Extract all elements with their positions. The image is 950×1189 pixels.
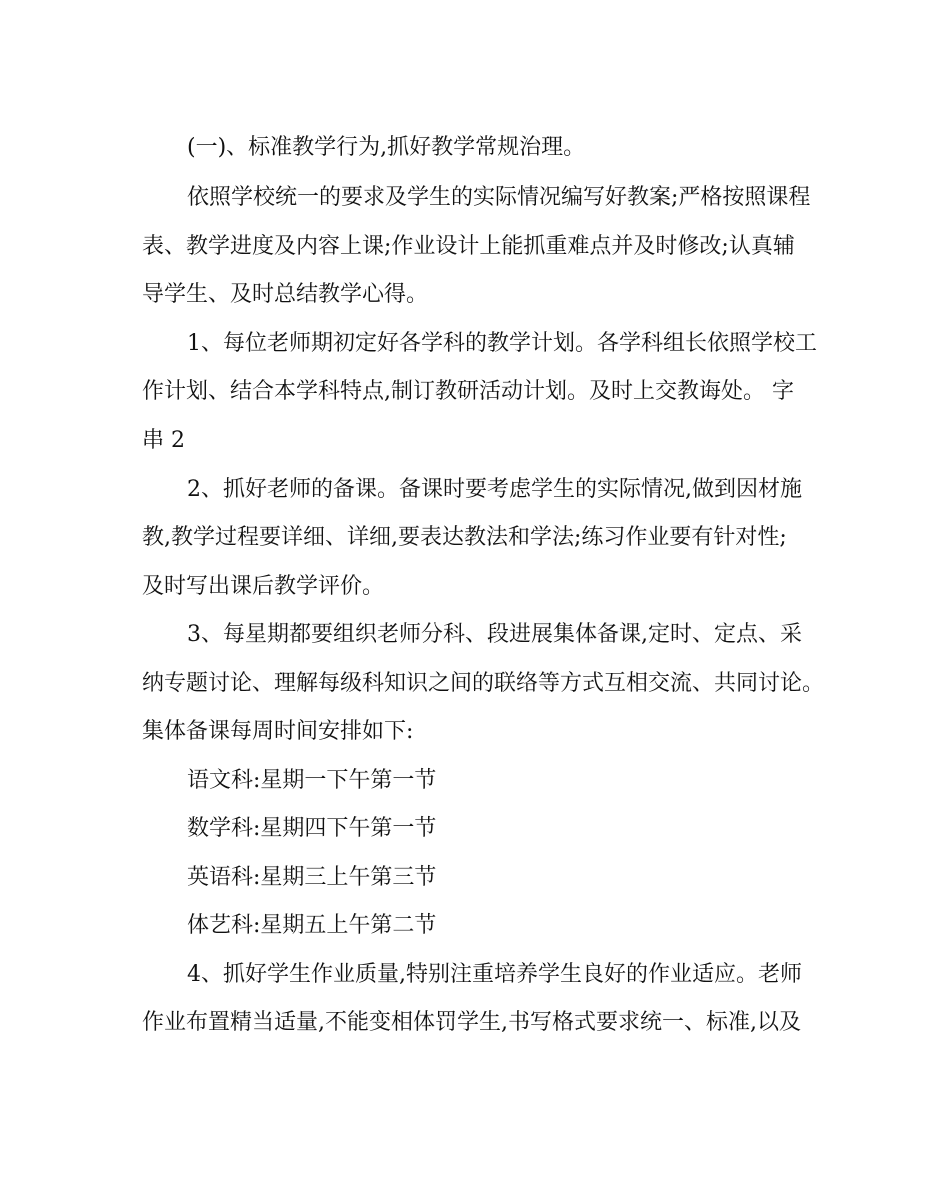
paragraph-line: 教,教学过程要详细、详细,要表达教法和学法;练习作业要有针对性;: [142, 525, 787, 550]
paragraph-line: 纳专题讨论、理解每级科知识之间的联络等方式互相交流、共同讨论。: [142, 671, 825, 696]
paragraph-line: 集体备课每周时间安排如下:: [142, 719, 414, 744]
paragraph-line: 作业布置精当适量,不能变相体罚学生,书写格式要求统一、标准,以及: [142, 1010, 801, 1035]
schedule-item-chinese: 语文科:星期一下午第一节: [187, 768, 437, 793]
paragraph-line: 及时写出课后教学评价。: [142, 574, 385, 599]
paragraph-line: 3、每星期都要组织老师分科、段进展集体备课,定时、定点、采: [187, 622, 802, 647]
schedule-item-math: 数学科:星期四下午第一节: [187, 816, 437, 841]
paragraph-line: 依照学校统一的要求及学生的实际情况编写好教案;严格按照课程: [187, 185, 811, 210]
schedule-item-english: 英语科:星期三上午第三节: [187, 865, 437, 890]
section-heading: (一)、标准教学行为,抓好教学常规治理。: [187, 135, 586, 160]
paragraph-line: 导学生、及时总结教学心得。: [142, 282, 429, 307]
schedule-item-arts: 体艺科:星期五上午第二节: [187, 913, 437, 938]
paragraph-line: 1、每位老师期初定好各学科的教学计划。各学科组长依照学校工: [187, 331, 817, 356]
paragraph-line: 串 2: [142, 428, 185, 453]
paragraph-line: 4、抓好学生作业质量,特别注重培养学生良好的作业适应。老师: [187, 962, 802, 987]
paragraph-line: 作计划、结合本学科特点,制订教研活动计划。及时上交教诲处。 字: [142, 379, 794, 404]
paragraph-line: 表、教学进度及内容上课;作业设计上能抓重难点并及时修改;认真辅: [142, 234, 795, 259]
paragraph-line: 2、抓好老师的备课。备课时要考虑学生的实际情况,做到因材施: [187, 477, 802, 502]
